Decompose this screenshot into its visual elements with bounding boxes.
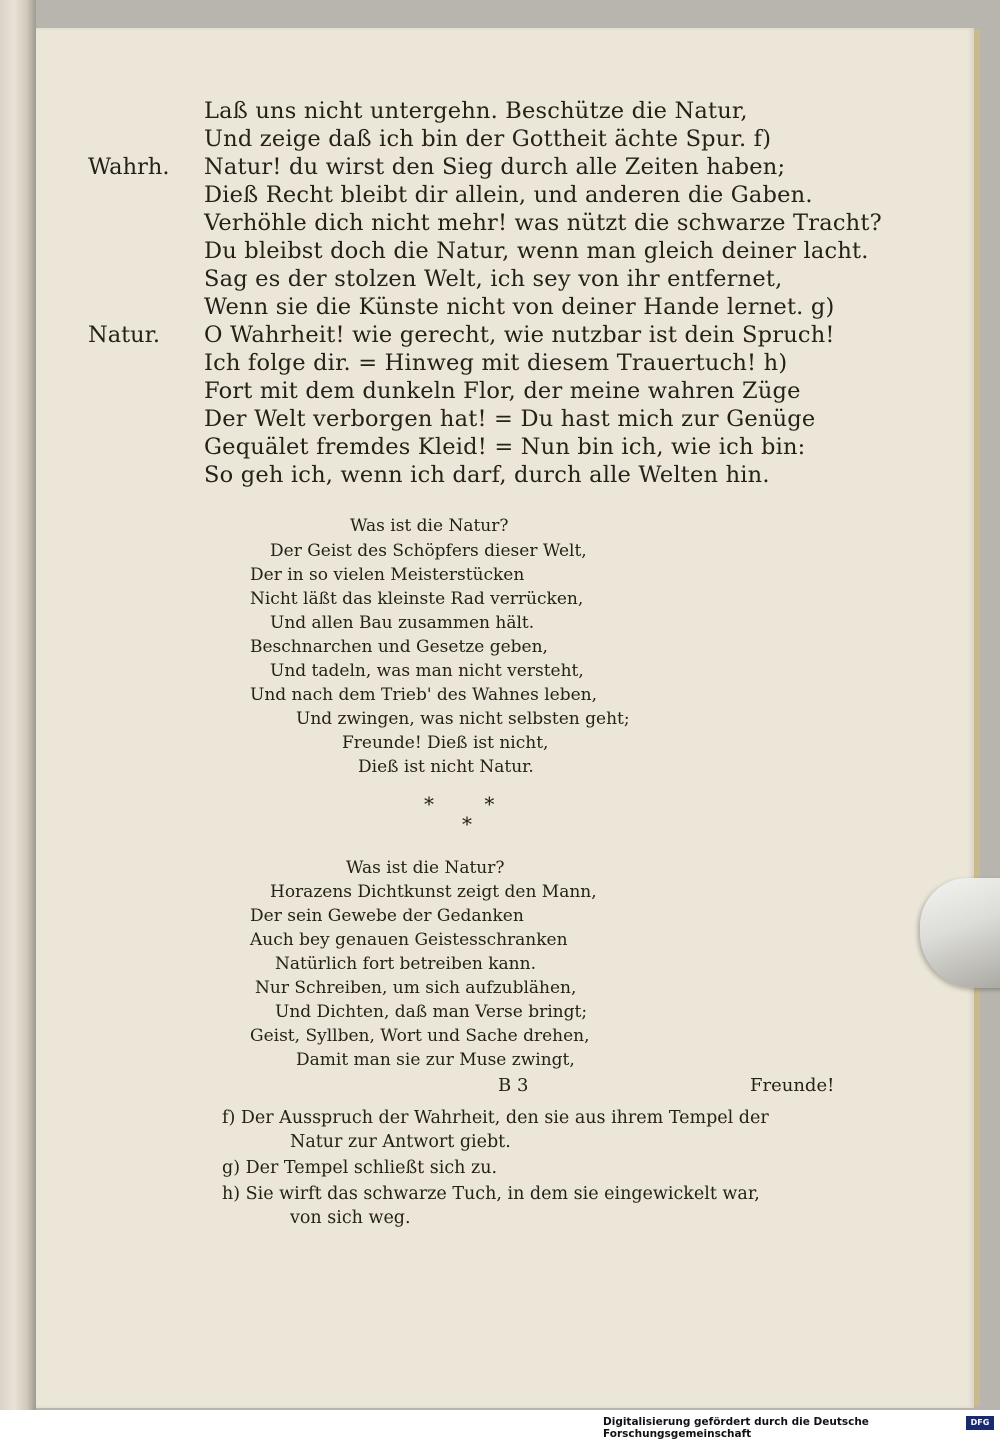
poem-line: Der Geist des Schöpfers dieser Welt, (270, 541, 587, 561)
main-line: Laß uns nicht untergehn. Beschütze die Natur, (204, 98, 748, 124)
digitization-footer (0, 1415, 1000, 1440)
poem-line: Nicht läßt das kleinste Rad verrücken, (250, 589, 584, 609)
speaker-label-natur: Natur. (88, 322, 161, 348)
main-line: Natur! du wirst den Sieg durch alle Zeiten haben; (204, 154, 786, 180)
digitization-footer-text: Digitalisierung gefördert durch die Deutsche Forschungsgemeinschaft (603, 1416, 869, 1440)
poem-line: Freunde! Dieß ist nicht, (342, 733, 549, 753)
dfg-logo-icon: DFG (966, 1416, 994, 1430)
main-line: Dieß Recht bleibt dir allein, und anderen die Gaben. (204, 182, 813, 208)
footnote-line: g) Der Tempel schließt sich zu. (222, 1158, 498, 1178)
main-line: Du bleibst doch die Natur, wenn man gleich deiner lacht. (204, 238, 869, 264)
poem-line: Nur Schreiben, um sich aufzublähen, (255, 978, 577, 998)
left-page-edge (0, 0, 36, 1410)
poem-line: Und allen Bau zusammen hält. (270, 613, 535, 633)
main-line: Und zeige daß ich bin der Gottheit ächte Spur. f) (204, 126, 772, 152)
asterism-top: * * (424, 792, 517, 816)
footnote-line: h) Sie wirft das schwarze Tuch, in dem sie eingewickelt war, (222, 1184, 760, 1204)
poem-line: Und tadeln, was man nicht versteht, (270, 661, 584, 681)
poem-line: Horazens Dichtkunst zeigt den Mann, (270, 882, 597, 902)
page-right-edge (974, 30, 980, 1406)
main-line: Gequälet fremdes Kleid! = Nun bin ich, wie ich bin: (204, 434, 806, 460)
main-line: Fort mit dem dunkeln Flor, der meine wahren Züge (204, 378, 801, 404)
footnote-line: von sich weg. (290, 1208, 411, 1228)
poem-line: Natürlich fort betreiben kann. (275, 954, 536, 974)
catchword: Freunde! (750, 1075, 835, 1096)
main-line: Sag es der stolzen Welt, ich sey von ihr entfernet, (204, 266, 783, 292)
poem-line: Beschnarchen und Gesetze geben, (250, 637, 548, 657)
speaker-label-wahrheit: Wahrh. (88, 154, 170, 180)
poem-line: Auch bey genauen Geistesschranken (250, 930, 568, 950)
poem-line: Der in so vielen Meisterstücken (250, 565, 525, 585)
footnote-line: f) Der Ausspruch der Wahrheit, den sie aus ihrem Tempel der (222, 1108, 769, 1128)
poem-line: Und zwingen, was nicht selbsten geht; (296, 709, 630, 729)
main-line: O Wahrheit! wie gerecht, wie nutzbar ist dein Spruch! (204, 322, 835, 348)
main-line: Verhöhle dich nicht mehr! was nützt die schwarze Tracht? (204, 210, 882, 236)
poem-line: Was ist die Natur? (350, 516, 509, 536)
poem-line: Dieß ist nicht Natur. (358, 757, 534, 777)
poem-line: Damit man sie zur Muse zwingt, (296, 1050, 575, 1070)
poem-line: Und Dichten, daß man Verse bringt; (275, 1002, 588, 1022)
poem-line: Was ist die Natur? (346, 858, 505, 878)
main-line: Der Welt verborgen hat! = Du hast mich zur Genüge (204, 406, 816, 432)
footnote-line: Natur zur Antwort giebt. (290, 1132, 511, 1152)
poem-line: Geist, Syllben, Wort und Sache drehen, (250, 1026, 590, 1046)
main-line: Wenn sie die Künste nicht von deiner Hande lernet. g) (204, 294, 835, 320)
asterism-bottom: * (462, 812, 472, 836)
main-line: So geh ich, wenn ich darf, durch alle Welten hin. (204, 462, 770, 488)
poem-line: Und nach dem Trieb' des Wahnes leben, (250, 685, 597, 705)
main-line: Ich folge dir. = Hinweg mit diesem Trauertuch! h) (204, 350, 788, 376)
poem-line: Der sein Gewebe der Gedanken (250, 906, 524, 926)
signature-mark: B 3 (498, 1075, 529, 1096)
